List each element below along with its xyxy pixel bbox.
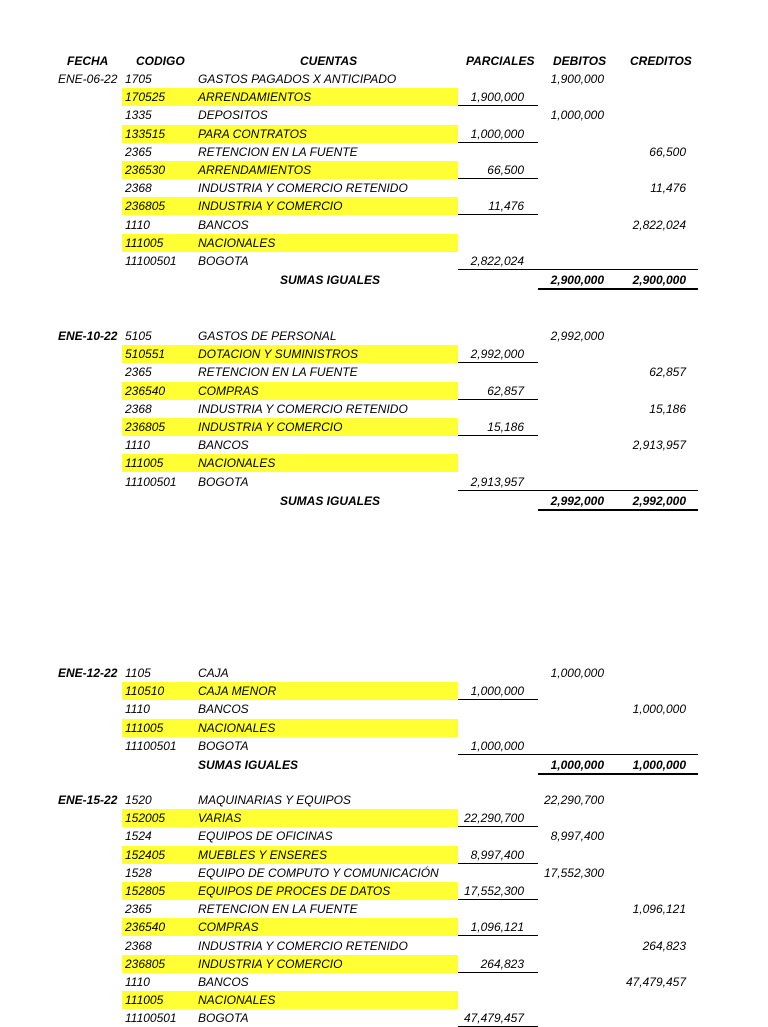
ledger-row [0, 737, 768, 755]
ledger-row [0, 106, 768, 124]
account-code: 152805 [125, 884, 166, 898]
ledger-row [0, 473, 768, 491]
account-code: 1110 [125, 975, 150, 989]
header-debitos: DEBITOS [553, 54, 607, 68]
ledger-row [0, 882, 768, 900]
account-name: ARRENDAMIENTOS [198, 163, 312, 177]
ledger-row [0, 216, 768, 234]
credit-amount: 1,096,121 [632, 902, 686, 917]
debit-amount: 1,000,000 [550, 666, 604, 680]
debit-amount: 22,290,700 [543, 793, 604, 807]
account-code: 510551 [125, 347, 166, 362]
credit-amount: 47,479,457 [625, 975, 686, 989]
totals-double-rule [538, 773, 698, 775]
account-code: 2365 [125, 144, 152, 159]
ledger-row [0, 664, 768, 682]
ledger-row [0, 918, 768, 936]
entry-date: ENE-15-22 [58, 793, 118, 807]
debit-amount: 17,552,300 [543, 865, 604, 880]
totals-rule [538, 269, 698, 270]
row-highlight [122, 454, 458, 472]
account-name: PARA CONTRATOS [198, 126, 307, 141]
totals-rule [538, 490, 698, 491]
ledger-row [0, 327, 768, 345]
account-code: 11100501 [125, 738, 177, 753]
account-code: 1110 [125, 438, 150, 453]
account-name: BOGOTA [198, 474, 249, 489]
partial-amount: 264,823 [480, 956, 524, 971]
total-credits: 1,000,000 [632, 758, 686, 772]
ledger-row [0, 791, 768, 809]
ledger-row [0, 382, 768, 400]
ledger-row [0, 70, 768, 88]
account-name: BANCOS [198, 702, 249, 717]
ledger-row [0, 1009, 768, 1027]
partial-amount: 47,479,457 [463, 1011, 524, 1026]
debit-amount: 1,900,000 [550, 72, 604, 86]
total-debits: 2,992,000 [550, 493, 604, 508]
credit-amount: 62,857 [649, 365, 686, 380]
account-code: 2365 [125, 365, 152, 380]
account-code: 2368 [125, 181, 152, 196]
ledger-row [0, 846, 768, 864]
account-name: CAJA [198, 666, 229, 680]
ledger-row [0, 900, 768, 918]
total-debits: 1,000,000 [550, 758, 604, 772]
account-code: 236540 [125, 920, 166, 935]
ledger-row [0, 719, 768, 737]
ledger-row [0, 454, 768, 472]
sumas-iguales-label: SUMAS IGUALES [280, 493, 381, 508]
ledger-row [0, 143, 768, 161]
totals-double-rule [538, 288, 698, 290]
account-code: 236805 [125, 956, 166, 971]
sumas-iguales-label: SUMAS IGUALES [280, 273, 381, 288]
ledger-row [0, 436, 768, 454]
partial-amount: 1,000,000 [470, 126, 524, 141]
account-name: BANCOS [198, 217, 249, 232]
credit-amount: 2,822,024 [632, 217, 686, 232]
account-code: 5105 [125, 329, 152, 343]
account-name: EQUIPOS DE OFICINAS [198, 829, 333, 844]
ledger-row [0, 252, 768, 270]
account-code: 152405 [125, 847, 166, 862]
partial-amount: 62,857 [487, 383, 524, 398]
credit-amount: 1,000,000 [632, 702, 686, 717]
entry-date: ENE-10-22 [58, 329, 118, 343]
total-credits: 2,992,000 [632, 493, 686, 508]
partial-amount: 2,992,000 [470, 347, 524, 362]
partial-amount: 1,000,000 [470, 738, 524, 753]
partial-amount: 1,096,121 [470, 920, 524, 935]
account-name: INDUSTRIA Y COMERCIO RETENIDO [198, 181, 408, 196]
account-code: 152005 [125, 811, 166, 826]
account-name: DEPOSITOS [198, 108, 268, 123]
account-code: 11100501 [125, 1011, 177, 1026]
partial-underline [458, 490, 538, 491]
ledger-row [0, 161, 768, 179]
account-code: 11100501 [125, 254, 177, 268]
account-code: 1524 [125, 829, 152, 844]
account-code: 236530 [125, 163, 166, 177]
account-name: EQUIPO DE COMPUTO Y COMUNICACIÓN [198, 865, 439, 880]
account-name: VARIAS [198, 811, 242, 826]
account-name: NACIONALES [198, 720, 276, 735]
account-code: 1110 [125, 702, 150, 717]
account-code: 236805 [125, 199, 166, 214]
account-name: GASTOS PAGADOS X ANTICIPADO [198, 72, 397, 86]
ledger-row [0, 809, 768, 827]
account-name: BOGOTA [198, 738, 249, 753]
account-code: 11100501 [125, 474, 177, 489]
sumas-iguales-label: SUMAS IGUALES [198, 758, 299, 772]
row-highlight [122, 682, 458, 700]
ledger-row [0, 827, 768, 845]
account-name: NACIONALES [198, 235, 276, 250]
entry-date: ENE-06-22 [58, 72, 118, 86]
partial-amount: 2,822,024 [470, 254, 524, 268]
account-code: 1528 [125, 865, 152, 880]
row-highlight [122, 719, 458, 737]
account-name: BOGOTA [198, 254, 249, 268]
account-name: BANCOS [198, 438, 249, 453]
ledger-row [0, 864, 768, 882]
account-code: 236805 [125, 420, 166, 434]
account-code: 1335 [125, 108, 152, 123]
account-name: COMPRAS [198, 383, 259, 398]
ledger-row [0, 682, 768, 700]
ledger-row [0, 991, 768, 1009]
row-highlight [122, 382, 458, 400]
header-parciales: PARCIALES [466, 54, 535, 68]
ledger-row [0, 234, 768, 252]
account-name: BOGOTA [198, 1011, 249, 1026]
account-name: RETENCION EN LA FUENTE [198, 902, 358, 917]
account-name: COMPRAS [198, 920, 259, 935]
account-code: 111005 [125, 993, 164, 1008]
ledger-row [0, 955, 768, 973]
credit-amount: 66,500 [649, 144, 686, 159]
row-highlight [122, 918, 458, 936]
entry-date: ENE-12-22 [58, 666, 118, 680]
account-code: 1520 [125, 793, 152, 807]
account-code: 1105 [125, 666, 151, 680]
partial-amount: 17,552,300 [463, 884, 524, 898]
account-name: INDUSTRIA Y COMERCIO [198, 199, 343, 214]
account-name: RETENCION EN LA FUENTE [198, 365, 358, 380]
account-name: ARRENDAMIENTOS [198, 90, 312, 105]
account-name: DOTACION Y SUMINISTROS [198, 347, 359, 362]
partial-amount: 1,900,000 [470, 90, 524, 105]
ledger-row [0, 400, 768, 418]
ledger-row [0, 125, 768, 143]
account-code: 236540 [125, 383, 166, 398]
account-code: 110510 [125, 684, 165, 699]
row-highlight [122, 991, 458, 1009]
partial-amount: 22,290,700 [463, 811, 524, 826]
row-highlight [122, 809, 458, 827]
account-code: 2365 [125, 902, 152, 917]
debit-amount: 1,000,000 [550, 108, 604, 123]
ledger-row [0, 197, 768, 215]
account-code: 111005 [125, 235, 164, 250]
account-name: INDUSTRIA Y COMERCIO RETENIDO [198, 938, 408, 953]
ledger-row [0, 937, 768, 955]
row-highlight [122, 234, 458, 252]
account-name: INDUSTRIA Y COMERCIO [198, 420, 343, 434]
credit-amount: 15,186 [649, 401, 686, 416]
account-name: INDUSTRIA Y COMERCIO [198, 956, 343, 971]
partial-amount: 11,476 [488, 199, 524, 214]
ledger-row [0, 363, 768, 381]
totals-double-rule [538, 509, 698, 511]
account-name: CAJA MENOR [198, 684, 277, 699]
account-name: NACIONALES [198, 993, 276, 1008]
partial-amount: 1,000,000 [470, 684, 524, 699]
account-code: 1705 [125, 72, 152, 86]
debit-amount: 2,992,000 [550, 329, 604, 343]
account-code: 111005 [125, 456, 164, 471]
header-creditos: CREDITOS [630, 54, 692, 68]
account-code: 1110 [125, 217, 150, 232]
total-debits: 2,900,000 [550, 273, 604, 288]
partial-underline [458, 754, 538, 755]
account-code: 2368 [125, 401, 152, 416]
account-code: 133515 [125, 126, 166, 141]
header-cuentas: CUENTAS [300, 54, 358, 68]
partial-amount: 66,500 [487, 163, 524, 177]
partial-underline [458, 269, 538, 270]
account-code: 111005 [125, 720, 164, 735]
ledger-row [0, 700, 768, 718]
ledger-row [0, 973, 768, 991]
ledger-row [0, 345, 768, 363]
account-name: BANCOS [198, 975, 249, 989]
header-fecha: FECHA [67, 54, 109, 68]
total-credits: 2,900,000 [632, 273, 686, 288]
account-name: MAQUINARIAS Y EQUIPOS [198, 793, 351, 807]
credit-amount: 2,913,957 [632, 438, 686, 453]
account-name: GASTOS DE PERSONAL [198, 329, 337, 343]
partial-amount: 2,913,957 [470, 474, 524, 489]
ledger-row [0, 88, 768, 106]
ledger-row [0, 418, 768, 436]
account-code: 2368 [125, 938, 152, 953]
account-name: NACIONALES [198, 456, 276, 471]
account-name: EQUIPOS DE PROCES DE DATOS [198, 884, 391, 898]
credit-amount: 11,476 [650, 181, 686, 196]
partial-amount: 8,997,400 [470, 847, 524, 862]
account-name: INDUSTRIA Y COMERCIO RETENIDO [198, 401, 408, 416]
ledger-row [0, 179, 768, 197]
credit-amount: 264,823 [642, 938, 686, 953]
partial-amount: 15,186 [487, 420, 524, 434]
debit-amount: 8,997,400 [550, 829, 604, 844]
account-name: MUEBLES Y ENSERES [198, 847, 327, 862]
totals-rule [538, 754, 698, 755]
account-code: 170525 [125, 90, 166, 105]
header-codigo: CODIGO [136, 54, 185, 68]
account-name: RETENCION EN LA FUENTE [198, 144, 358, 159]
